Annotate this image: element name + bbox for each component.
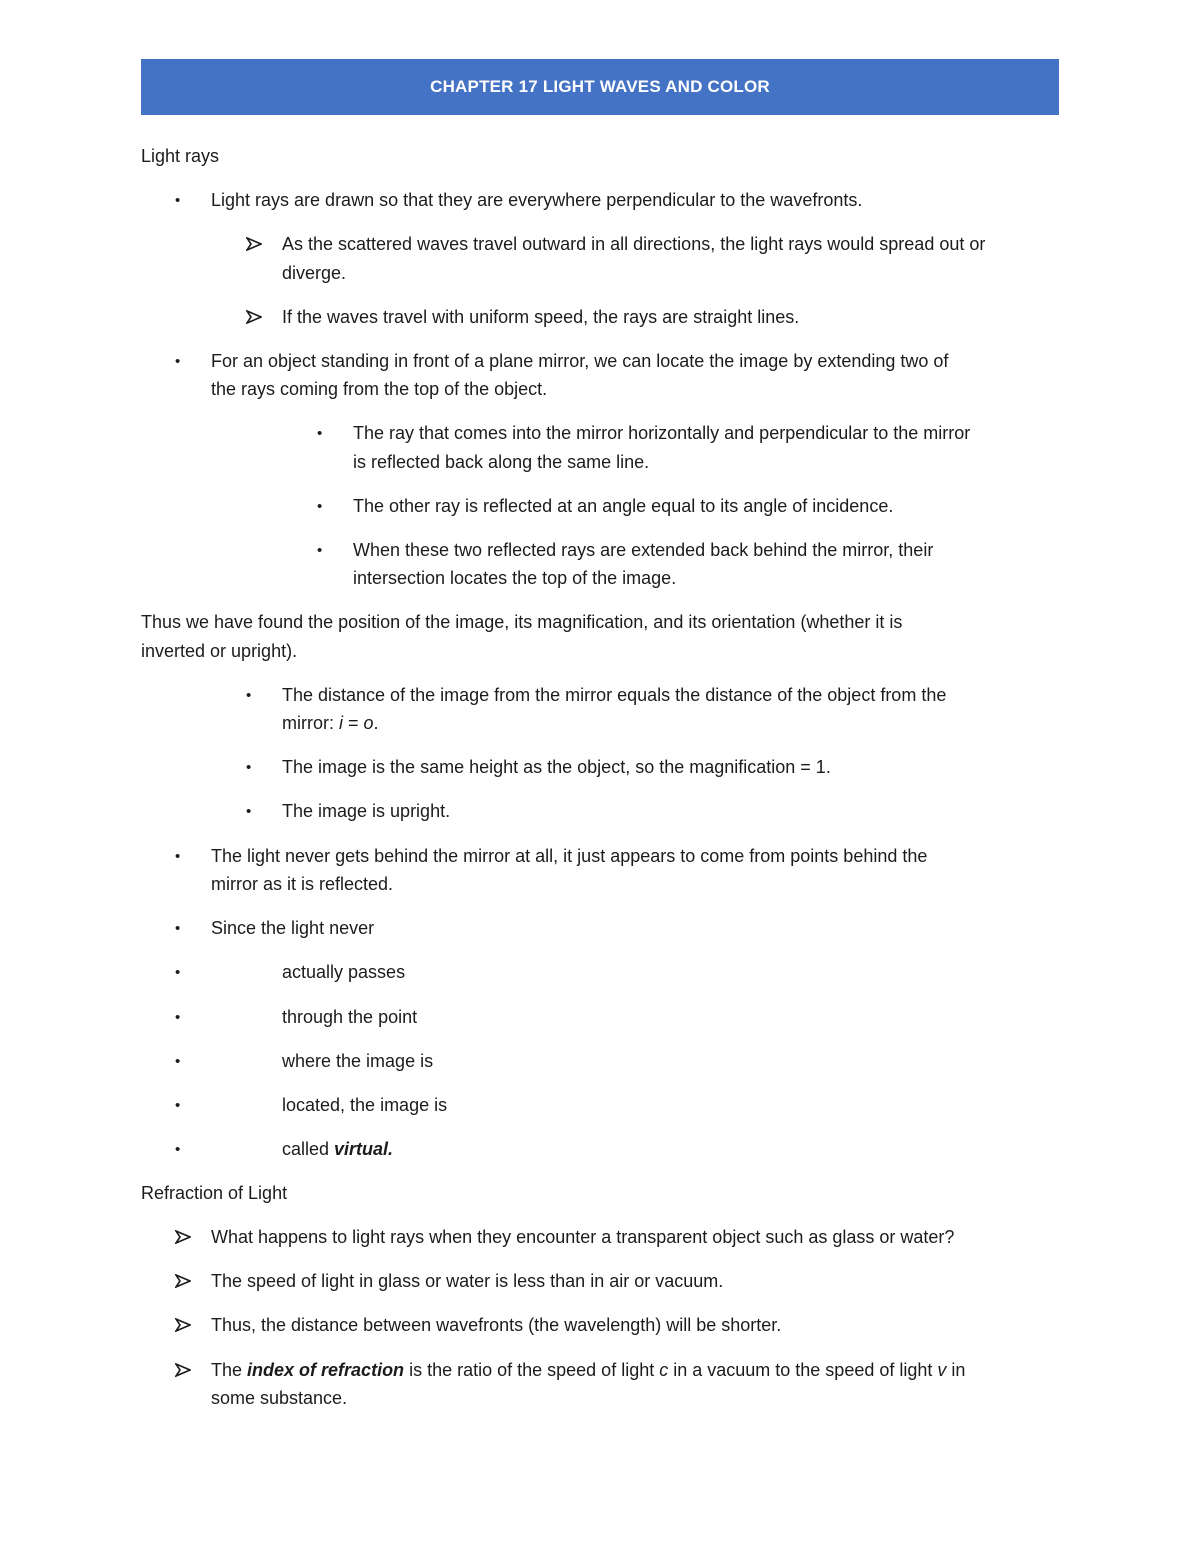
bullet-icon: • bbox=[175, 848, 181, 865]
list-item: Thus, the distance between wavefronts (the wavelength) will be shorter. bbox=[211, 1315, 782, 1335]
section-heading-light-rays: Light rays bbox=[141, 146, 220, 166]
chapter-title-banner bbox=[141, 59, 1059, 115]
list-item-continuation: the rays coming from the top of the object. bbox=[211, 379, 548, 399]
list-item bbox=[282, 1135, 393, 1164]
bullet-icon: • bbox=[317, 425, 323, 442]
list-item-continuation: intersection locates the top of the image. bbox=[353, 568, 677, 588]
variable-o: o bbox=[363, 713, 374, 733]
list-item: where the image is bbox=[282, 1051, 434, 1071]
text: called bbox=[282, 1139, 335, 1159]
variable-c: c bbox=[659, 1360, 669, 1380]
emphasis-index-of-refraction: index of refraction bbox=[247, 1360, 405, 1380]
arrowhead-bullet-icon bbox=[175, 1223, 191, 1244]
list-item: The speed of light in glass or water is less than in air or vacuum. bbox=[211, 1271, 724, 1291]
list-item: If the waves travel with uniform speed, the rays are straight lines. bbox=[282, 307, 800, 327]
list-item bbox=[211, 1356, 965, 1385]
bullet-icon: • bbox=[175, 353, 181, 370]
list-item: What happens to light rays when they encounter a transparent object such as glass or water? bbox=[211, 1227, 955, 1247]
text: mirror: bbox=[282, 713, 339, 733]
list-item-continuation: some substance. bbox=[211, 1388, 348, 1408]
list-item: through the point bbox=[282, 1007, 418, 1027]
bullet-icon: • bbox=[175, 920, 181, 937]
text: is the ratio of the speed of light bbox=[404, 1360, 660, 1380]
list-item: When these two reflected rays are extended back behind the mirror, their bbox=[353, 540, 934, 560]
text: in bbox=[946, 1360, 966, 1380]
arrowhead-bullet-icon bbox=[175, 1267, 191, 1288]
section-heading-refraction: Refraction of Light bbox=[141, 1183, 288, 1203]
arrowhead-bullet-icon bbox=[175, 1356, 191, 1377]
list-item: Light rays are drawn so that they are everywhere perpendicular to the wavefronts. bbox=[211, 190, 863, 210]
bullet-icon: • bbox=[175, 1097, 181, 1114]
text: = bbox=[343, 713, 364, 733]
arrowhead-bullet-icon bbox=[246, 230, 262, 251]
list-item: The light never gets behind the mirror at all, it just appears to come from points behind the bbox=[211, 846, 928, 866]
paragraph-line: Thus we have found the position of the image, its magnification, and its orientation (whether it is bbox=[141, 612, 903, 632]
list-item: The other ray is reflected at an angle equal to its angle of incidence. bbox=[353, 496, 894, 516]
text: . bbox=[373, 713, 379, 733]
list-item: For an object standing in front of a plane mirror, we can locate the image by extending two of bbox=[211, 351, 949, 371]
bullet-icon: • bbox=[246, 759, 252, 776]
arrowhead-bullet-icon bbox=[246, 303, 262, 324]
variable-v: v bbox=[937, 1360, 947, 1380]
emphasis-virtual: virtual. bbox=[334, 1139, 394, 1159]
list-item: Since the light never bbox=[211, 918, 375, 938]
list-item: The image is the same height as the object, so the magnification = 1. bbox=[282, 757, 831, 777]
bullet-icon: • bbox=[317, 542, 323, 559]
bullet-icon: • bbox=[175, 1141, 181, 1158]
text: in a vacuum to the speed of light bbox=[668, 1360, 938, 1380]
list-item: The image is upright. bbox=[282, 801, 451, 821]
list-item-continuation: mirror as it is reflected. bbox=[211, 874, 394, 894]
list-item-continuation: is reflected back along the same line. bbox=[353, 452, 650, 472]
chapter-title: CHAPTER 17 LIGHT WAVES AND COLOR bbox=[430, 77, 770, 96]
arrowhead-bullet-icon bbox=[175, 1311, 191, 1332]
bullet-icon: • bbox=[246, 687, 252, 704]
list-item: The distance of the image from the mirror equals the distance of the object from the bbox=[282, 685, 947, 705]
bullet-icon: • bbox=[175, 964, 181, 981]
variable-i: i bbox=[339, 713, 343, 733]
list-item: As the scattered waves travel outward in all directions, the light rays would spread out or bbox=[282, 234, 986, 254]
list-item-continuation: diverge. bbox=[282, 263, 347, 283]
bullet-icon: • bbox=[246, 803, 252, 820]
list-item: actually passes bbox=[282, 962, 406, 982]
text: The bbox=[211, 1360, 248, 1380]
list-item: located, the image is bbox=[282, 1095, 448, 1115]
bullet-icon: • bbox=[175, 192, 181, 209]
bullet-icon: • bbox=[175, 1009, 181, 1026]
list-item: The ray that comes into the mirror horizontally and perpendicular to the mirror bbox=[353, 423, 971, 443]
paragraph-line: inverted or upright). bbox=[141, 641, 298, 661]
list-item-continuation bbox=[282, 709, 379, 738]
bullet-icon: • bbox=[175, 1053, 181, 1070]
bullet-icon: • bbox=[317, 498, 323, 515]
